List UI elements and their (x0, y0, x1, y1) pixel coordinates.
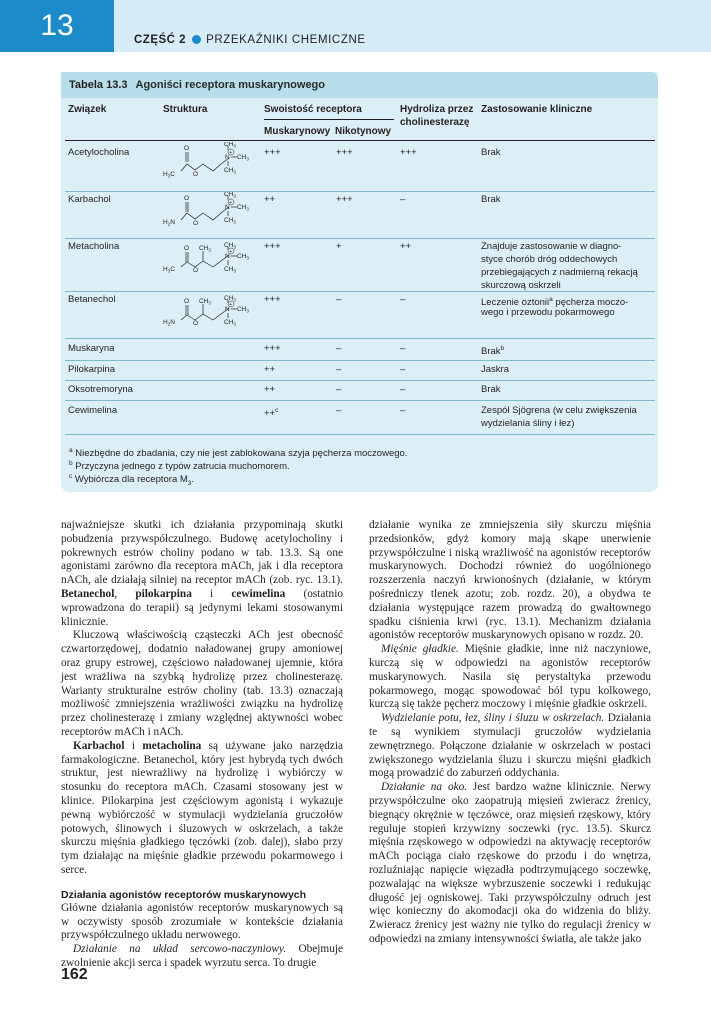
row-clinical-use: Brak (481, 194, 501, 205)
atom-label: N (225, 253, 230, 260)
atom-label: $H_3C$ (163, 266, 175, 274)
atom-label: $CH_3$ (224, 217, 236, 225)
atom-label: $CH_3$ (237, 204, 249, 212)
table-footnote: $^b$ Przyczyna jednego z typów zatrucia muchomorem. (69, 460, 290, 473)
row-compound: Cewimelina (68, 405, 118, 416)
row-compound: Karbachol (68, 194, 111, 205)
row-muscarinic: ++ (264, 194, 276, 205)
body-column-right (369, 519, 651, 947)
row-hydrolysis: +++ (400, 147, 417, 158)
row-hydrolysis: – (400, 343, 406, 354)
charge-label: + (229, 249, 233, 255)
row-clinical-use: Brak (481, 147, 501, 158)
atom-label: O (193, 267, 199, 274)
charge-label: + (229, 200, 233, 206)
atom-label: $H_3C$ (163, 171, 175, 179)
part-title: PRZEKAŹNIKI CHEMICZNE (206, 34, 366, 46)
row-divider (65, 400, 655, 401)
row-muscarinic: ++ (264, 384, 276, 395)
atom-label: $CH_3$ (224, 142, 236, 149)
row-divider (65, 291, 655, 292)
row-clinical-use-line: styce chorób dróg oddechowych (481, 254, 618, 265)
row-nicotinic: +++ (336, 147, 353, 158)
col-header-muscarinic: Muskarynowy (264, 126, 331, 137)
row-compound: Betanechol (68, 294, 116, 305)
row-clinical-use-line: Znajduje zastosowanie w diagno- (481, 241, 622, 252)
atom-label: $CH_3$ (224, 242, 236, 250)
paragraph: Kluczową właściwością cząsteczki ACh jest obecność czwartorzędowej, dodatnio naładowanej grupy amoniowej oraz grupy estrowej, częściowo naładowanej ujemnie, która jest wrażliwa na szybką hydrolizę przez cholinesterazę. Warianty strukturalne estrów choliny (tab. 13.3) oznaczają możliwość zmniejszenia wrażliwości związku na hydrolizę przez cholinesterazę i zmiany względnej aktywności wobec receptorów mACh i nACh. (61, 629, 343, 738)
table-title: Agoniści receptora muskarynowego (135, 79, 325, 91)
col-header-clinical-use: Zastosowanie kliniczne (481, 104, 593, 115)
col-header-compound: Związek (68, 104, 107, 115)
row-muscarinic: +++ (264, 343, 281, 354)
specificity-divider (264, 119, 394, 120)
row-clinical-use-line: skurczową oskrzeli (481, 280, 561, 291)
atom-label: $CH_3$ (199, 245, 211, 253)
row-clinical-use: Jaskra (481, 364, 509, 375)
paragraph: działanie wynika ze zmniejszenia siły skurczu mięśnia przedsionków, gdyż komory mają skąpe unerwienie przywspółczulne i niską wrażliwość na agonistów receptorów muskarynowych. Dochodzi również do uogólnionego rozszerzenia naczyń krwionośnych (działanie, w którym pośredniczy tlenek azotu; zob. rozdz. 20), a obydwa te działania występujące razem prowadzą do gwałtownego spadku ciśnienia krwi (ryc. 13.1). Mechanizm działania agonistów receptorów muskarynowych opisano w rozdz. 20. (369, 519, 651, 642)
row-muscarinic: +++ (264, 147, 281, 158)
col-header-nicotinic: Nikotynowy (335, 126, 392, 137)
atom-label: O (184, 298, 190, 305)
running-head (134, 34, 366, 46)
row-hydrolysis: – (400, 194, 406, 205)
atom-label: $CH_3$ (199, 298, 211, 306)
bullet-dot-icon (192, 35, 201, 44)
row-divider (65, 360, 655, 361)
atom-label: O (184, 195, 190, 202)
structure-carbachol-icon (159, 192, 259, 238)
table-13-3 (61, 72, 658, 492)
charge-label: + (229, 302, 233, 308)
atom-label: O (193, 171, 199, 178)
row-nicotinic: – (336, 405, 342, 416)
row-nicotinic: + (336, 241, 342, 252)
row-muscarinic: ++ (264, 364, 276, 375)
atom-label: $CH_3$ (237, 306, 249, 314)
row-clinical-use: Brak$^b$ (481, 345, 505, 358)
atom-label: $CH_3$ (224, 266, 236, 274)
row-compound: Muskaryna (68, 343, 115, 354)
page-number: 162 (61, 966, 88, 983)
atom-label: $CH_3$ (237, 253, 249, 261)
row-divider (65, 191, 655, 192)
row-divider (65, 380, 655, 381)
row-hydrolysis: – (400, 364, 406, 375)
row-muscarinic: +++ (264, 241, 281, 252)
chapter-number: 13 (0, 0, 114, 52)
row-compound: Acetylocholina (68, 147, 130, 158)
row-clinical-use-line: wego i przewodu pokarmowego (481, 307, 615, 318)
table-number: Tabela 13.3 (69, 79, 128, 91)
row-nicotinic: – (336, 343, 342, 354)
atom-label: O (184, 145, 190, 152)
paragraph: Karbachol i metacholina są używane jako narzędzia farmakologiczne. Betanechol, który jest hybrydą tych dwóch struktur, jest niewrażliwy na hydrolizę i wybiórczy w stosunku do receptora mACh. Czasami stosowany jest w klinice. Pilokarpina jest częściowym agonistą i wykazuje pewną wybiórczość w stymulacji wydzielania gruczołów potowych, ślinowych i śluzowych w oskrzelach, a także skurczu mięśnia gładkiego tęczówki (zob. dalej), słabo przy tym działając na mięśnie gładkie przewodu pokarmowego i serce. (61, 739, 343, 876)
structure-acetylcholine-icon (159, 142, 259, 188)
atom-label: O (193, 220, 199, 227)
structure-methacholine-icon (159, 242, 259, 288)
atom-label: N (225, 306, 230, 313)
row-clinical-use-line: Zespół Sjögrena (w celu zwiększenia (481, 405, 637, 416)
table-footnote: $^a$ Niezbędne do zbadania, czy nie jest zablokowana szyja pęcherza moczowego. (69, 447, 408, 460)
row-nicotinic: – (336, 384, 342, 395)
row-hydrolysis: – (400, 294, 406, 305)
row-compound: Pilokarpina (68, 364, 115, 375)
atom-label: $CH_3$ (224, 192, 236, 199)
atom-label: $CH_3$ (237, 154, 249, 162)
atom-label: N (225, 204, 230, 211)
atom-label: $CH_3$ (224, 167, 236, 175)
table-footnote: $^c$ Wybiórcza dla receptora $M_3$. (69, 473, 195, 488)
part-label: CZĘŚĆ 2 (134, 34, 187, 46)
row-nicotinic: – (336, 364, 342, 375)
header-rule (65, 140, 655, 141)
row-clinical-use-line: przebiegających z nadmierną rekacją (481, 267, 638, 278)
row-hydrolysis: ++ (400, 241, 412, 252)
row-nicotinic: – (336, 294, 342, 305)
paragraph: Główne działania agonistów receptorów muskarynowych są w oczywisty sposób zrozumiałe w kontekście działania przywspółczulnego układu nerwowego. (61, 901, 343, 942)
atom-label: $CH_3$ (224, 295, 236, 303)
atom-label: O (193, 320, 199, 327)
row-compound: Oksotremoryna (68, 384, 133, 395)
row-clinical-use: Brak (481, 384, 501, 395)
paragraph: Działanie na oko. Jest bardzo ważne klinicznie. Nerwy przywspółczulne oko zaopatrują mięsień zwieracz źrenicy, biegnący okrężnie w tęczówce, oraz mięsień rzęskowy, który reguluje stopień krzywizny soczewki (ryc. 13.5). Skurcz mięśnia rzęskowego w odpowiedzi na aktywację receptorów mACh pociąga ciało rzęskowe do przodu i do wnętrza, rozluźniając napięcie więzadła podtrzymującego soczewkę, pozwalając na większe wybrzuszenie soczewki i redukując długość jej ogniskowej. Taki przywspółczulny odruch jest więc konieczny do akomodacji oka do widzenia do bliży. Zwieracz źrenicy jest ważny nie tylko do regulacji źrenicy w odpowiedzi na zmiany intensywności światła, ale także jako (369, 781, 651, 945)
body-column-left (61, 519, 343, 971)
structure-bethanechol-icon (159, 295, 259, 341)
atom-label: O (184, 245, 190, 252)
paragraph: Wydzielanie potu, łez, śliny i śluzu w oskrzelach. Działania te są wynikiem stymulacji gruczołów wydzielania zewnętrznego. Połączone działanie w oskrzelach w postaci zwiększonego wydzielania śluzu i skurczu mięśni gładkich mogą prowadzić do zaburzeń oddychania. (369, 712, 651, 780)
row-divider (65, 434, 655, 435)
col-header-hydrolysis-2: cholinesterazę (400, 117, 470, 128)
atom-label: N (225, 154, 230, 161)
table-caption (61, 72, 658, 98)
paragraph: Działanie na układ sercowo-naczyniowy. Obejmuje zwolnienie akcji serca i spadek wyrzutu serca. To drugie (61, 943, 344, 969)
atom-label: $CH_3$ (224, 319, 236, 327)
paragraph: najważniejsze skutki ich działania przypominają skutki pobudzenia przywspółczulnego. Budowę acetylocholiny i pokrewnych estrów choliny podano w tab. 13.3. Są one agonistami zarówno dla receptora mACh, jak i dla receptora nACh, ale działają silniej na receptor mACh (zob. ryc. 13.1). Betanechol, pilokarpina i cewimelina (ostatnio wprowadzona do terapii) są jedynymi lekami stosowanymi klinicznie. (61, 519, 343, 628)
row-muscarinic: +++ (264, 294, 281, 305)
col-header-structure: Struktura (163, 104, 208, 115)
row-divider (65, 238, 655, 239)
row-hydrolysis: – (400, 405, 406, 416)
row-hydrolysis: – (400, 384, 406, 395)
row-clinical-use-line: wydzielania śliny i łez) (481, 418, 575, 429)
paragraph: Mięśnie gładkie. Mięśnie gładkie, inne niż naczyniowe, kurczą się w odpowiedzi na agonistów receptorów muskarynowych. Nasila się perystaltyka przewodu pokarmowego, mogąc spowodować ból typu kolkowego, kurczą się także pęcherz moczowy i mięśnie gładkie oskrzeli. (369, 643, 651, 711)
col-header-hydrolysis-1: Hydroliza przez (400, 104, 474, 115)
row-nicotinic: +++ (336, 194, 353, 205)
row-muscarinic: ++$^c$ (264, 407, 279, 420)
row-clinical-use-line: Leczenie oztonii$^a$ pęcherza moczo- (481, 296, 629, 309)
atom-label: $H_2N$ (163, 219, 175, 227)
section-heading: Działania agonistów receptorów muskarynowych (61, 888, 307, 901)
atom-label: $H_2N$ (163, 319, 175, 327)
row-compound: Metacholina (68, 241, 120, 252)
charge-label: + (229, 150, 233, 156)
col-header-specificity: Swoistość receptora (264, 104, 362, 115)
row-divider (65, 338, 655, 339)
